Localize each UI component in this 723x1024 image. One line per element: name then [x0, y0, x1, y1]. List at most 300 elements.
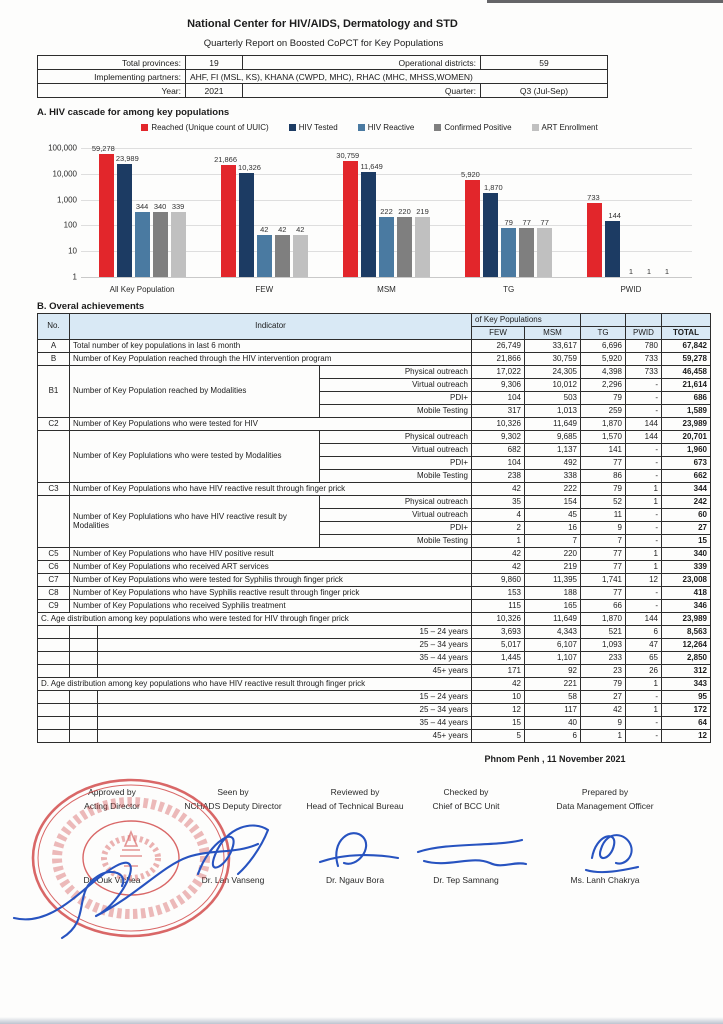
table-row: [38, 483, 711, 496]
cell-no: C3: [38, 483, 70, 496]
cell-total: 242: [662, 496, 711, 509]
table-row: [38, 574, 711, 587]
bar-few: [238, 163, 261, 277]
cell-value: 1: [626, 678, 662, 691]
cell-no: [38, 626, 70, 639]
cell-value: -: [626, 600, 662, 613]
cell-value: -: [626, 522, 662, 535]
year-label: Year:: [38, 84, 186, 98]
cell-total: 344: [662, 483, 711, 496]
table-row: [38, 84, 608, 98]
cell-value: 12: [472, 704, 525, 717]
table-row: [38, 340, 711, 353]
cell-value: 2: [472, 522, 525, 535]
cell-value: 15: [472, 717, 525, 730]
cell-value: -: [626, 535, 662, 548]
cell-value: 77: [581, 548, 626, 561]
bar-value-label: 222: [380, 206, 393, 216]
x-axis-category-label: All Key Population: [109, 285, 175, 294]
cell-age-label: 25 – 34 years: [98, 639, 472, 652]
scan-edge-top: [487, 0, 723, 3]
cell-total: 23,989: [662, 613, 711, 626]
bar-set: [81, 143, 203, 277]
cell-total: 12,264: [662, 639, 711, 652]
cell-modality: PDI+: [320, 522, 472, 535]
cell-value: 104: [472, 392, 525, 405]
cell-total: 12: [662, 730, 711, 743]
cell-empty: [70, 639, 98, 652]
signatory-name: Dr. Ngauv Bora: [325, 875, 385, 885]
total-provinces-label: Total provinces:: [38, 56, 186, 70]
cell-value: 153: [472, 587, 525, 600]
cell-no: C8: [38, 587, 70, 600]
cell-age-label: 15 – 24 years: [98, 691, 472, 704]
bar-group: [81, 137, 203, 295]
bar-value-label: 79: [504, 218, 513, 227]
signatory-name: Dr. Tep Samnang: [433, 875, 499, 885]
cell-value: 219: [525, 561, 581, 574]
cell-total: 172: [662, 704, 711, 717]
cell-empty: [70, 665, 98, 678]
legend-item: [289, 123, 338, 132]
cell-value: 7: [581, 535, 626, 548]
y-axis-tick: 10,000: [52, 169, 77, 179]
bar-value-label: 5,920: [461, 169, 480, 179]
cell-value: 11: [581, 509, 626, 522]
signatory-title: NCHADS Deputy Director: [184, 801, 282, 811]
bar-pwid: [587, 193, 602, 277]
cell-indicator: Number of Key Populations who have Syphilis reactive result through finger prick: [70, 587, 472, 600]
bar-value-label: 144: [608, 211, 621, 221]
cell-section-label: C. Age distribution among key populations who were tested for HIV through finger prick: [38, 613, 472, 626]
bar-group: [325, 137, 447, 295]
bar-value-label: 733: [587, 193, 600, 203]
signatory-title: Head of Technical Bureau: [306, 801, 404, 811]
bar-set: [448, 169, 570, 277]
col-header-group: of Key Populations: [472, 314, 581, 327]
report-title: National Center for HIV/AIDS, Dermatology and STD: [187, 18, 458, 30]
cell-indicator: Number of Key Populations who were tested for Syphilis through finger prick: [70, 574, 472, 587]
legend-item: [434, 123, 511, 132]
cell-age-label: 15 – 24 years: [98, 626, 472, 639]
cell-value: 7: [525, 535, 581, 548]
x-axis-category-label: MSM: [377, 285, 396, 294]
cell-value: 35: [472, 496, 525, 509]
bar-few: [275, 225, 290, 277]
table-row: [38, 496, 711, 509]
signatory-title: Data Management Officer: [556, 801, 654, 811]
table-row: [38, 600, 711, 613]
cell-block-label: Number of Key Poplulations who have HIV reactive result by Modalities: [70, 496, 320, 548]
cell-value: 11,649: [525, 418, 581, 431]
cell-value: 115: [472, 600, 525, 613]
table-row: [38, 639, 711, 652]
cell-value: 733: [626, 366, 662, 379]
cell-value: 4: [472, 509, 525, 522]
cell-value: 1,741: [581, 574, 626, 587]
section-a-heading: A. HIV cascade for among key populations: [37, 107, 230, 118]
signatory-role: Reviewed by: [330, 787, 380, 797]
cell-value: 117: [525, 704, 581, 717]
cell-value: 1,870: [581, 418, 626, 431]
cell-modality: Physical outreach: [320, 431, 472, 444]
cell-value: 11,395: [525, 574, 581, 587]
cell-indicator: Number of Key Populations who received Syphilis treatment: [70, 600, 472, 613]
cell-total: 21,614: [662, 379, 711, 392]
signatory-name: Dr. Ouk Vichea: [83, 875, 141, 885]
cell-value: -: [626, 717, 662, 730]
cell-value: 154: [525, 496, 581, 509]
bar-all-key-population: [153, 201, 168, 277]
cell-modality: Virtual outreach: [320, 379, 472, 392]
cell-no: C9: [38, 600, 70, 613]
cell-value: -: [626, 509, 662, 522]
bar-msm: [397, 206, 412, 277]
bar-value-label: 77: [522, 218, 531, 228]
cell-empty: [70, 691, 98, 704]
y-axis-tick: 1: [72, 272, 77, 282]
cell-value: 5,017: [472, 639, 525, 652]
col-header-no: No.: [38, 314, 70, 340]
operational-districts-value: 59: [481, 56, 608, 70]
legend-swatch-icon: [358, 124, 365, 131]
cell-value: 9,306: [472, 379, 525, 392]
x-axis-category-label: PWID: [620, 285, 642, 294]
bar-pwid: [605, 211, 621, 277]
cell-value: 144: [626, 613, 662, 626]
bar-value-label: 340: [153, 201, 167, 211]
legend-item: [141, 123, 268, 132]
bar-set: [570, 193, 692, 277]
cell-value: -: [626, 691, 662, 704]
bar-value-label: 1: [646, 267, 651, 276]
cell-value: 1: [626, 483, 662, 496]
cell-value: 24,305: [525, 366, 581, 379]
col-header-indicator: Indicator: [70, 314, 472, 340]
cell-value: 1: [626, 496, 662, 509]
bar-all-key-population: [171, 201, 186, 277]
cell-value: 503: [525, 392, 581, 405]
y-axis-tick: 100: [63, 220, 77, 230]
cell-empty: [70, 626, 98, 639]
bar-value-label: 30,759: [336, 151, 360, 161]
cell-value: 9,302: [472, 431, 525, 444]
cell-block-label: Number of Key Poplulations who were tested by Modalities: [70, 431, 320, 483]
year-value: 2021: [186, 84, 243, 98]
cell-modality: PDI+: [320, 457, 472, 470]
bar-msm: [336, 151, 360, 277]
cell-no: B: [38, 353, 70, 366]
table-row: [38, 691, 711, 704]
table-row: [38, 56, 608, 70]
signatory-seen-by: [167, 786, 299, 886]
cell-value: 1,570: [581, 431, 626, 444]
cell-block-label: Number of Key Population reached by Modalities: [70, 366, 320, 418]
cell-total: 67,842: [662, 340, 711, 353]
place-date: Phnom Penh , 11 November 2021: [484, 754, 626, 764]
table-row: [38, 704, 711, 717]
bar-value-label: 219: [416, 206, 429, 216]
cell-value: 77: [581, 561, 626, 574]
cell-value: 12: [626, 574, 662, 587]
section-b-heading: B. Overal achievements: [37, 301, 145, 312]
x-axis-category-label: FEW: [255, 285, 274, 294]
cell-value: 42: [472, 548, 525, 561]
cell-total: 20,701: [662, 431, 711, 444]
bar-value-label: 59,278: [91, 143, 115, 153]
cell-value: 3,693: [472, 626, 525, 639]
bar-group: [203, 137, 325, 295]
cell-total: 1,960: [662, 444, 711, 457]
chart-legend: [37, 121, 702, 133]
cell-value: 10,326: [472, 418, 525, 431]
legend-swatch-icon: [532, 124, 539, 131]
cell-value: 317: [472, 405, 525, 418]
signatory-title: Chief of BCC Unit: [432, 801, 500, 811]
cell-value: 30,759: [525, 353, 581, 366]
cell-no: [38, 704, 70, 717]
signatory-role: Seen by: [217, 787, 249, 797]
bar-msm: [415, 206, 430, 277]
cell-no: C2: [38, 418, 70, 431]
cell-value: 27: [581, 691, 626, 704]
cell-total: 418: [662, 587, 711, 600]
bar-msm: [360, 162, 383, 277]
y-axis-tick: 100,000: [48, 143, 77, 153]
bar-value-label: 21,866: [214, 155, 238, 164]
cell-value: 77: [581, 587, 626, 600]
report-subtitle: Quarterly Report on Boosted CoPCT for Key Populations: [203, 38, 444, 49]
cell-value: 42: [472, 483, 525, 496]
cell-age-label: 35 – 44 years: [98, 717, 472, 730]
bar-msm: [379, 206, 394, 278]
cell-value: -: [626, 392, 662, 405]
bar-value-label: 77: [540, 218, 549, 228]
cell-value: 4,343: [525, 626, 581, 639]
cell-value: 92: [525, 665, 581, 678]
cell-value: 1: [472, 535, 525, 548]
cell-value: 17,022: [472, 366, 525, 379]
implementing-partners-value: AHF, FI (MSL, KS), KHANA (CWPD, MHC), RHAC (MHC, MHSS,WOMEN): [186, 70, 608, 84]
cell-age-label: 45+ years: [98, 665, 472, 678]
table-row: [38, 665, 711, 678]
cell-value: 42: [472, 561, 525, 574]
cell-total: 60: [662, 509, 711, 522]
bar-value-label: 1: [628, 267, 633, 276]
scan-edge-bottom: [0, 1017, 723, 1024]
signatory-role: Prepared by: [581, 787, 629, 797]
cell-value: 66: [581, 600, 626, 613]
table-row: [38, 353, 711, 366]
col-header-pwid: PWID: [626, 327, 662, 340]
signatory-prepared-by: [518, 786, 692, 886]
cell-indicator: Number of Key Populations who have HIV reactive result through finger prick: [70, 483, 472, 496]
legend-label: Reached (Unique count of UUIC): [151, 122, 269, 132]
cell-empty: [70, 652, 98, 665]
bar-tg: [501, 218, 516, 277]
bar-tg: [537, 218, 552, 277]
cell-value: 171: [472, 665, 525, 678]
bar-group: [570, 137, 692, 295]
cell-total: 23,008: [662, 574, 711, 587]
cell-age-label: 25 – 34 years: [98, 704, 472, 717]
cell-no: [38, 431, 70, 483]
signatory-name: Dr. Lan Vanseng: [201, 875, 265, 885]
bar-value-label: 42: [278, 225, 287, 235]
bar-few: [214, 155, 238, 277]
cell-total: 59,278: [662, 353, 711, 366]
cell-total: 95: [662, 691, 711, 704]
cell-value: 9: [581, 717, 626, 730]
cell-value: -: [626, 730, 662, 743]
cell-value: 733: [626, 353, 662, 366]
cell-value: 220: [525, 548, 581, 561]
quarter-value: Q3 (Jul-Sep): [481, 84, 608, 98]
table-row: [38, 70, 608, 84]
cell-modality: Mobile Testing: [320, 535, 472, 548]
cell-indicator: Total number of key populations in last 6 month: [70, 340, 472, 353]
bar-value-label: 42: [260, 225, 269, 235]
signatory-title: Acting Director: [84, 801, 140, 811]
cell-value: 1,870: [581, 613, 626, 626]
cell-value: 222: [525, 483, 581, 496]
table-row: [38, 717, 711, 730]
cell-value: 42: [581, 704, 626, 717]
cell-total: 15: [662, 535, 711, 548]
implementing-partners-label: Implementing partners:: [38, 70, 186, 84]
col-header-spacer: [662, 314, 711, 327]
cell-indicator: Number of Key Populations who received ART services: [70, 561, 472, 574]
cell-indicator: Number of Key Populations who were tested for HIV: [70, 418, 472, 431]
cell-value: 5: [472, 730, 525, 743]
cell-total: 662: [662, 470, 711, 483]
table-row: [38, 626, 711, 639]
cell-value: 144: [626, 418, 662, 431]
bar-all-key-population: [135, 201, 150, 277]
cell-value: 9,860: [472, 574, 525, 587]
cell-value: 2,296: [581, 379, 626, 392]
cell-indicator: Number of Key Population reached through the HIV intervention program: [70, 353, 472, 366]
hiv-cascade-chart: [37, 121, 702, 301]
chart-plot-area: [37, 137, 702, 295]
cell-value: 1,445: [472, 652, 525, 665]
cell-value: -: [626, 405, 662, 418]
cell-value: 21,866: [472, 353, 525, 366]
cell-empty: [70, 704, 98, 717]
cell-no: [38, 730, 70, 743]
cell-no: A: [38, 340, 70, 353]
table-row: [38, 431, 711, 444]
cell-value: 16: [525, 522, 581, 535]
legend-label: HIV Tested: [298, 122, 338, 132]
cell-no: [38, 496, 70, 548]
cell-value: 79: [581, 483, 626, 496]
achievements-table: [37, 313, 711, 743]
cell-value: 6,107: [525, 639, 581, 652]
cell-value: 521: [581, 626, 626, 639]
signature-block: [0, 786, 723, 916]
cell-value: -: [626, 470, 662, 483]
cell-value: 4,398: [581, 366, 626, 379]
cell-total: 673: [662, 457, 711, 470]
cell-total: 46,458: [662, 366, 711, 379]
y-axis-tick: 1,000: [56, 195, 77, 205]
cell-no: C7: [38, 574, 70, 587]
cell-value: 58: [525, 691, 581, 704]
cell-total: 686: [662, 392, 711, 405]
cell-value: 188: [525, 587, 581, 600]
table-row: [38, 561, 711, 574]
cell-value: 338: [525, 470, 581, 483]
cell-total: 64: [662, 717, 711, 730]
cell-value: 1: [626, 548, 662, 561]
cell-total: 1,589: [662, 405, 711, 418]
legend-label: HIV Reactive: [367, 122, 415, 132]
bar-value-label: 1,870: [483, 182, 503, 192]
bar-all-key-population: [91, 143, 115, 277]
cell-value: -: [626, 587, 662, 600]
cell-no: [38, 652, 70, 665]
cell-total: 23,989: [662, 418, 711, 431]
bar-set: [325, 151, 447, 277]
report-info-table: [37, 55, 608, 98]
cell-value: 26,749: [472, 340, 525, 353]
legend-item: [532, 123, 598, 132]
legend-swatch-icon: [141, 124, 148, 131]
bar-tg: [519, 218, 534, 277]
cell-value: 11,649: [525, 613, 581, 626]
col-header-tg: TG: [581, 327, 626, 340]
col-header-msm: MSM: [525, 327, 581, 340]
cell-value: 1,107: [525, 652, 581, 665]
total-provinces-value: 19: [186, 56, 243, 70]
cell-value: 40: [525, 717, 581, 730]
cell-modality: PDI+: [320, 392, 472, 405]
cell-value: 259: [581, 405, 626, 418]
col-header-spacer: [626, 314, 662, 327]
bar-value-label: 42: [296, 225, 305, 235]
cell-no: B1: [38, 366, 70, 418]
cell-value: 79: [581, 678, 626, 691]
table-header-row: [38, 314, 711, 327]
cell-value: 1: [626, 561, 662, 574]
cell-value: 141: [581, 444, 626, 457]
bar-value-label: 344: [135, 201, 149, 211]
col-header-few: FEW: [472, 327, 525, 340]
quarter-label: Quarter:: [243, 84, 481, 98]
cell-no: [38, 717, 70, 730]
cell-total: 312: [662, 665, 711, 678]
cell-total: 27: [662, 522, 711, 535]
cell-value: 6,696: [581, 340, 626, 353]
table-row: [38, 587, 711, 600]
cell-value: 1: [626, 704, 662, 717]
table-section-row: [38, 678, 711, 691]
table-row: [38, 418, 711, 431]
cell-value: 65: [626, 652, 662, 665]
signatory-checked-by: [410, 786, 522, 886]
cell-value: -: [626, 444, 662, 457]
table-section-row: [38, 613, 711, 626]
signatory-reviewed-by: [291, 786, 419, 886]
signatory-name: Ms. Lanh Chakrya: [570, 875, 640, 885]
bar-few: [257, 225, 272, 277]
cell-no: C6: [38, 561, 70, 574]
cell-modality: Virtual outreach: [320, 444, 472, 457]
cell-total: 339: [662, 561, 711, 574]
bar-value-label: 1: [664, 267, 669, 276]
bar-value-label: 11,649: [360, 162, 383, 172]
